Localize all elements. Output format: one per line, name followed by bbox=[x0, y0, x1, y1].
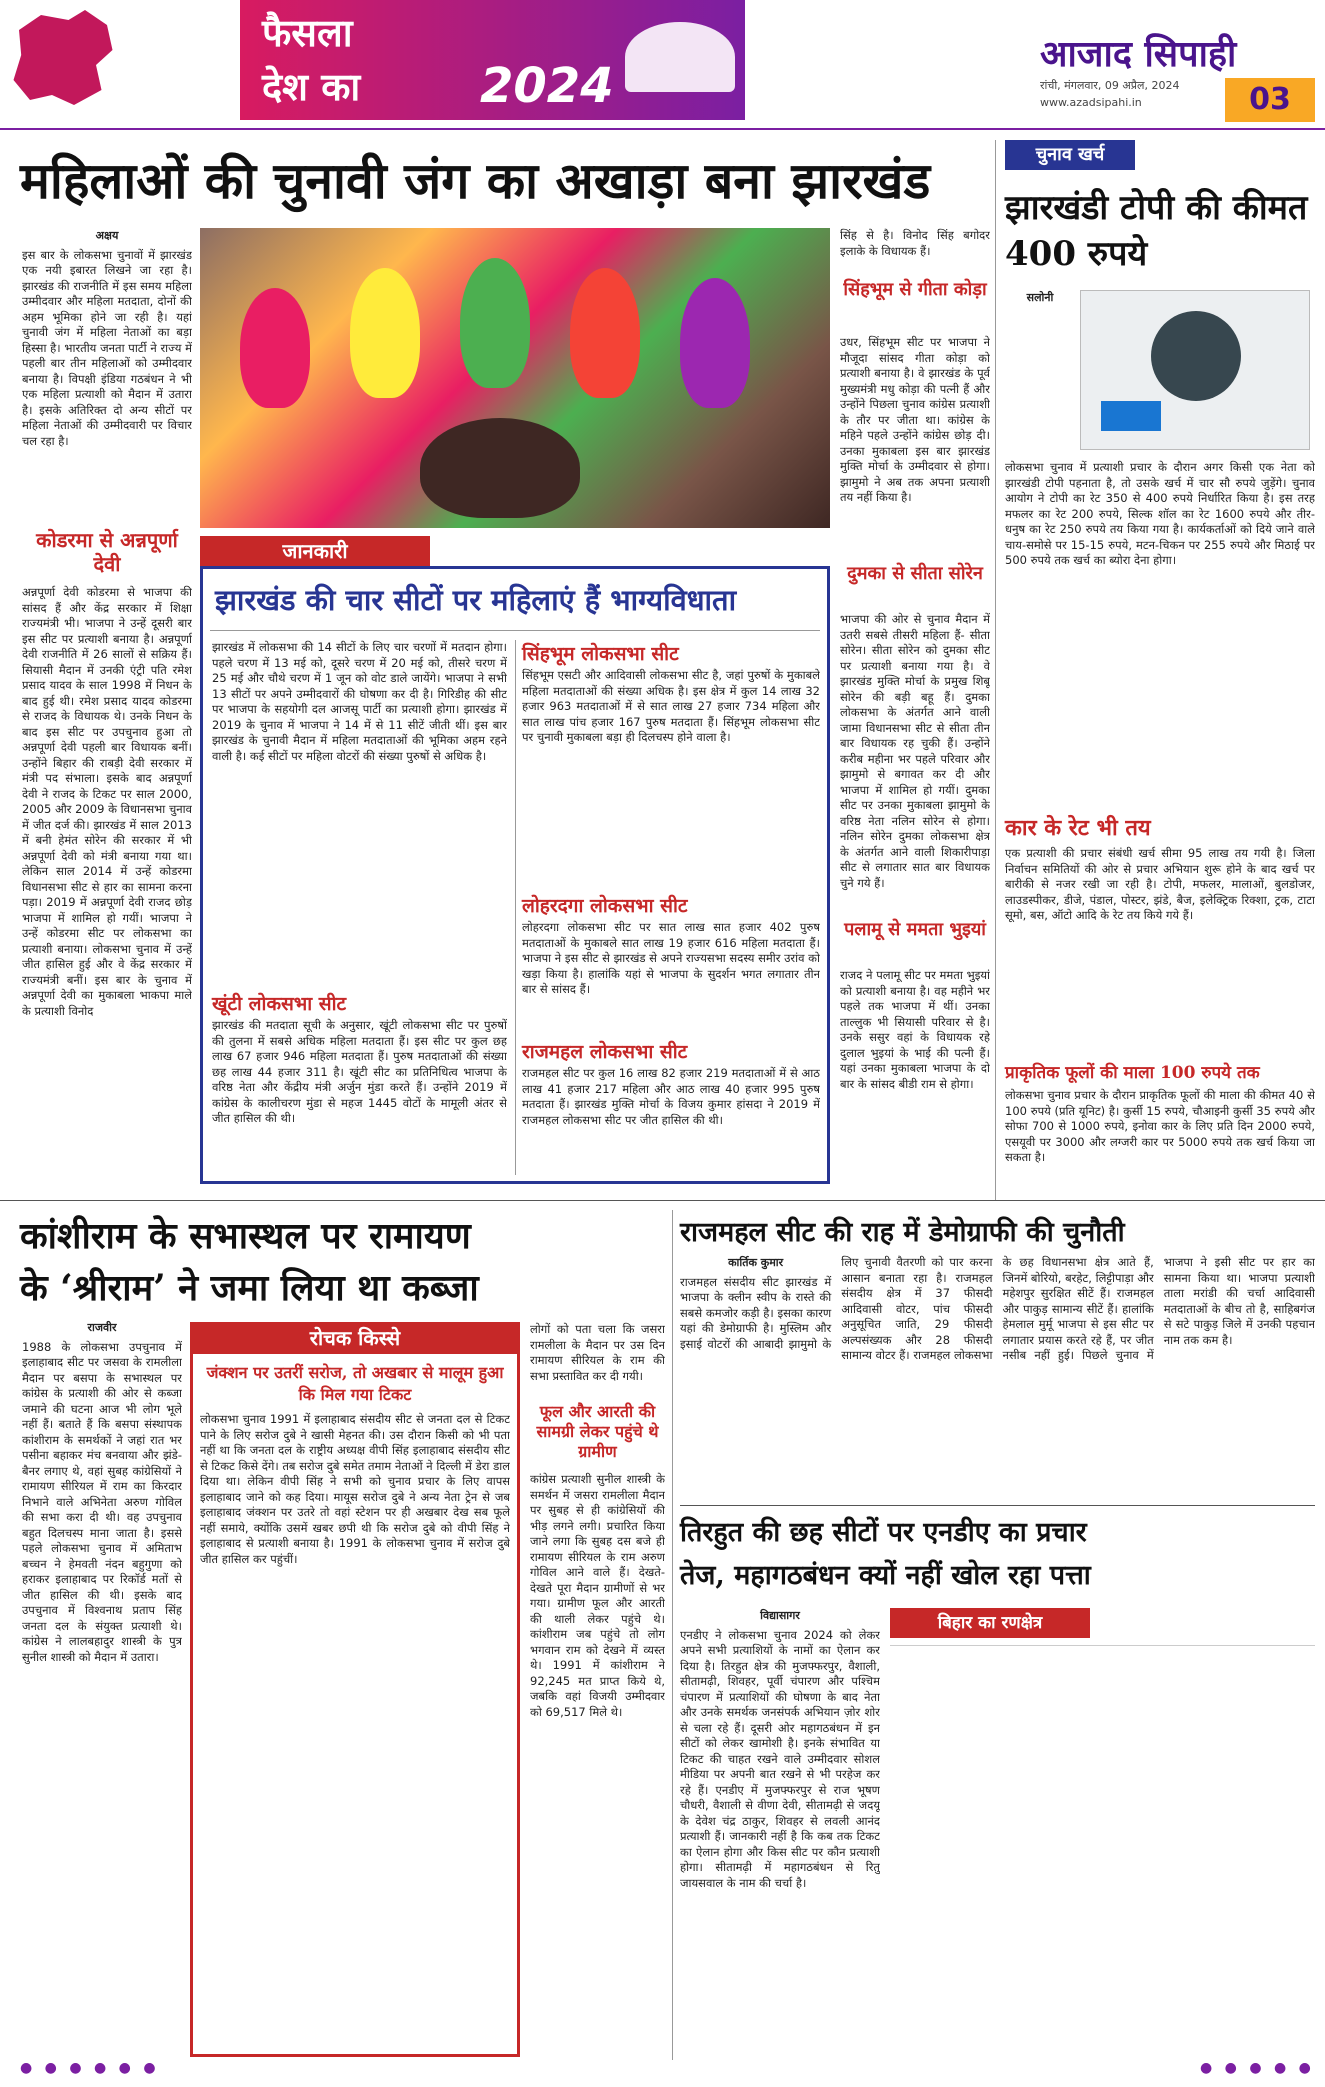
women-group-photo bbox=[200, 228, 830, 528]
rajmahal-title: राजमहल लोकसभा सीट bbox=[522, 1041, 688, 1063]
registration-dots-left: ● ● ● ● ● ● bbox=[20, 2060, 160, 2076]
singhbhum-text: सिंहभूम एसटी और आदिवासी लोकसभा सीट है, जहां पुरुषों के मुकाबले महिला मतदाताओं की संख्या अधिक है। इस क्षेत्र में कुल 14 लाख 32 हजार 963 मतदाताओं में से सात लाख 27 हजार 734 महिला और सात लाख पांच हजार 167 पुरुष मतदाता हैं। सिंहभूम लोकसभा सीट पर चुनावी मुकाबला बड़ा ही दिलचस्प होने वाला है। bbox=[522, 668, 820, 744]
issue-date: रांची, मंगलवार, 09 अप्रैल, 2024 bbox=[1040, 79, 1180, 92]
website: www.azadsipahi.in bbox=[1040, 96, 1142, 109]
kanshiram-byline: राजवीर bbox=[87, 1321, 117, 1334]
newspaper-name: आजाद सिपाही bbox=[1040, 34, 1237, 75]
banner-year: 2024 bbox=[480, 58, 614, 114]
divider bbox=[995, 140, 996, 1200]
masthead bbox=[0, 0, 1325, 128]
main-singhbhum-text: उधर, सिंहभूम सीट पर भाजपा ने मौजूदा सांसद गीता कोड़ा को प्रत्याशी बनाया है। वे झारखंड के पूर्व मुख्यमंत्री मधु कोड़ा की पत्नी हैं और उन्होंने पिछला चुनाव कांग्रेस प्रत्याशी के तौर पर जीता था। कांग्रेस के महिने पहले उन्होंने कांग्रेस छोड़ दी। उनका मुकाबला इस बार झारखंड मुक्ति मोर्चा के उम्मीदवार से होगा। झामुमो ने अब तक अपना प्रत्याशी तय नहीं किया है। bbox=[840, 335, 990, 504]
photo-figure bbox=[240, 288, 310, 408]
rajmahal-text: राजमहल सीट पर कुल 16 लाख 82 हजार 219 मतदाताओं में से आठ लाख 41 हजार 217 महिला और आठ लाख 40 हजार 995 पुरुष मतदाता हैं। झारखंड मुक्ति मोर्चा के विजय कुमार हांसदा ने 2019 में राजमहल लोकसभा सीट पर जीत हासिल की थी। bbox=[522, 1066, 820, 1127]
jharkhand-map-icon bbox=[8, 10, 118, 110]
tirhut-headline-l1: तिरहुत की छह सीटों पर एनडीए का प्रचार bbox=[680, 1517, 1087, 1548]
divider bbox=[210, 630, 820, 631]
khunti-title: खूंटी लोकसभा सीट bbox=[212, 993, 347, 1015]
main-story-col1 bbox=[22, 228, 192, 518]
expense-sub-flowers: प्राकृतिक फूलों की माला 100 रुपये तक bbox=[1005, 1063, 1260, 1083]
tirhut-byline: विद्यासागर bbox=[760, 1609, 800, 1622]
kanshiram-headline-l1: कांशीराम के सभास्थल पर रामायण bbox=[20, 1215, 471, 1257]
banner-title-line2: देश का bbox=[262, 65, 361, 109]
section-rule bbox=[0, 1200, 1325, 1201]
photo-figure bbox=[570, 268, 640, 398]
tirhut-col1 bbox=[680, 1608, 880, 2058]
parliament-icon bbox=[625, 22, 735, 92]
rajmahal-byline: कार्तिक कुमार bbox=[728, 1256, 784, 1269]
sub-dumka: दुमका से सीता सोरेन bbox=[847, 563, 983, 584]
kanshiram-headline-l2: के ‘श्रीराम’ ने जमा लिया था कब्जा bbox=[20, 1267, 479, 1309]
main-dumka-text: भाजपा की ओर से चुनाव मैदान में उतरी सबसे तीसरी महिला हैं- सीता सोरेन। सीता सोरेन को दुमका सीट पर प्रत्याशी बनाया गया है। वे झारखंड मुक्ति मोर्चा के प्रमुख शिबू सोरेन की बड़ी बहू हैं। दुमका लोकसभा के अंतर्गत आने वाली जामा विधानसभा सीट से सीता तीन बार विधायक रह चुकी हैं। उन्होंने करीब महीना भर पहले परिवार और झामुमो से बगावत कर दी और भाजपा में शामिल हो गयीं। दुमका सीट पर उनका मुकाबला झामुमो के वरिष्ठ नेता नलिन सोरेन से होगा। नलिन सोरेन दुमका लोकसभा क्षेत्र के अंतर्गत आने वाली शिकारीपाड़ा सीट से लगातार सात बार विधायक चुने गये हैं। bbox=[840, 612, 990, 890]
page-number: 03 bbox=[1225, 78, 1315, 122]
expense-text1: लोकसभा चुनाव में प्रत्याशी प्रचार के दौरान अगर किसी एक नेता को झारखंडी टोपी पहनाता है, तो उसके खर्च में चार सौ रुपये जुड़ेंगे। चुनाव आयोग ने टोपी का रेट 350 से 400 रुपये निर्धारित किया है। इस तरह मफलर का रेट 200 रुपये, सिल्क शॉल का रेट 1600 रुपये और तीर-धनुष का रेट 250 रुपये तय किया गया है। कार्यकर्ताओं को दिये जाने वाले चाय-समोसे पर 15-15 रुपये, मटन-चिकन पर 255 रुपये और मिठाई पर 500 रुपये तक खर्च का ब्योरा देना होगा। bbox=[1005, 460, 1315, 567]
expense-headline: झारखंडी टोपी की कीमत 400 रुपये bbox=[1005, 188, 1308, 274]
main-headline: महिलाओं की चुनावी जंग का अखाड़ा बना झारखंड bbox=[20, 151, 931, 210]
divider bbox=[672, 1210, 673, 2060]
tirhut-headline-l2: तेज, महागठबंधन क्यों नहीं खोल रहा पत्ता bbox=[680, 1560, 1091, 1591]
khunti-text: झारखंड की मतदाता सूची के अनुसार, खूंटी लोकसभा सीट पर पुरुषों की तुलना में सबसे अधिक महिला मतदाता हैं। इस सीट पर कुल छह लाख 67 हजार 946 महिला मतदाता हैं। पुरुष मतदाताओं की संख्या छह लाख 44 हजार 311 है। खूंटी सीट का प्रतिनिधित्व भाजपा के वरिष्ठ नेता और केंद्रीय मंत्री अर्जुन मुंडा करते हैं। उन्होंने 2019 में कांग्रेस के कालीचरण मुंडा से महज 1445 वोटों के मामूली अंतर से जीत हासिल की थी। bbox=[212, 1018, 507, 1125]
info-box-tag: जानकारी bbox=[200, 536, 430, 566]
photo-figure bbox=[350, 268, 420, 398]
tirhut-continued bbox=[890, 1645, 1315, 2055]
photo-figure bbox=[420, 418, 580, 518]
anecdote-headline: जंक्शन पर उतरीं सरोज, तो अखबार से मालूम हुआ कि मिल गया टिकट bbox=[206, 1363, 504, 1404]
rajmahal-story bbox=[680, 1255, 1315, 1500]
masthead-rule bbox=[0, 128, 1325, 130]
photo-figure bbox=[460, 258, 530, 388]
kanshiram-col1 bbox=[22, 1320, 182, 2055]
cartoon-cap-icon bbox=[1101, 401, 1161, 431]
rajmahal-headline: राजमहल सीट की राह में डेमोग्राफी की चुनौती bbox=[680, 1217, 1125, 1248]
photo-figure bbox=[680, 278, 750, 408]
kanshiram-col3-top: लोगों को पता चला कि जसरा रामलीला के मैदान पर उस दिन रामायण सीरियल के राम की सभा प्रस्तावित कर दी गयी। bbox=[530, 1322, 665, 1383]
kanshiram-sub: फूल और आरती की सामग्री लेकर पहुंचे थे ग्रामीण bbox=[536, 1402, 659, 1461]
info-box-intro: झारखंड में लोकसभा की 14 सीटों के लिए चार चरणों में मतदान होगा। पहले चरण में 13 मई को, दूसरे चरण में 20 मई को, तीसरे चरण में 25 मई और चौथे चरण में 1 जून को वोट डाले जायेंगे। भाजपा ने सभी 13 सीटों पर अपने उम्मीदवारों की घोषणा कर दी है। गिरिडीह की सीट पर भाजपा के सहयोगी दल आजसू पार्टी का प्रत्याशी होगा। झारखंड में 2019 के चुनाव में भाजपा ने 14 में से 11 सीटें जीती थीं। इस बार झारखंड के चुनावी मैदान में महिला मतदाताओं की भूमिका अहम रहने वाली है। कई सीटों पर महिला वोटरों की संख्या पुरुषों से अधिक है। bbox=[212, 640, 507, 763]
expense-text2: एक प्रत्याशी की प्रचार संबंधी खर्च सीमा 95 लाख तय गयी है। जिला निर्वाचन समितियों की ओर से प्रचार अभियान शुरू होने के बाद खर्च पर बारीकी से नजर रखी जा रही है। टोपी, मफलर, मालाओं, बुलडोजर, लाउडस्पीकर, डीजे, पंडाल, पोस्टर, झंडे, बैज, इलेक्ट्रिक रिक्शा, ट्रक, टाटा सूमो, बस, ऑटो आदि के रेट तय किये गये हैं। bbox=[1005, 846, 1315, 922]
sub-palamu: पलामू से ममता भुइयां bbox=[844, 919, 986, 940]
rajmahal-text: राजमहल संसदीय सीट झारखंड में भाजपा के क्लीन स्वीप के रास्ते की सबसे कमजोर कड़ी है। इसका कारण यहां की डेमोग्राफी है। मुस्लिम और इसाई वोटरों की आबादी झामुमो के लिए चुनावी वैतरणी को पार करना आसान बनाता रहा है। राजमहल संसदीय क्षेत्र में 37 फीसदी आदिवासी वोटर, पांच फीसदी अनुसूचित जाति, 29 फीसदी अल्पसंख्यक और 28 फीसदी सामान्य वोटर हैं। राजमहल लोकसभा के छह विधानसभा क्षेत्र आते हैं, जिनमें बोरियो, बरहेट, लिट्टीपाड़ा और महेशपुर सुरक्षित सीटें हैं। राजमहल और पाकुड़ सामान्य सीटें हैं। हालांकि हेमलाल मुर्मू भाजपा से इस सीट पर लगातार प्रयास करते रहे हैं, पर जीत नसीब नहीं हुई। पिछले चुनाव में भाजपा ने इसी सीट पर हार का सामना किया था। भाजपा प्रत्याशी ताला मरांडी की चर्चा आदिवासी मतदाताओं के बीच तो है, साहिबगंज से सटे पाकुड़ जिले में उनकी पहचान नाम तक कम है। bbox=[680, 1255, 1315, 1362]
sub-singhbhum: सिंहभूम से गीता कोड़ा bbox=[843, 279, 987, 300]
info-box-headline: झारखंड की चार सीटों पर महिलाएं हैं भाग्यविधाता bbox=[215, 583, 737, 617]
cartoon-figure-icon bbox=[1151, 311, 1241, 401]
divider bbox=[515, 640, 516, 1175]
lohardaga-text: लोहरदगा लोकसभा सीट पर सात लाख सात हजार 402 पुरुष मतदाताओं के मुकाबले सात लाख 19 हजार 616 महिला मतदाता हैं। भाजपा ने इस सीट से झारखंड से अपने राज्यसभा सदस्य समीर उरांव को खड़ा किया है। हालांकि यहां से भाजपा के सुदर्शन भगत लगातार तीन बार से सांसद हैं। bbox=[522, 920, 820, 996]
registration-dots-right: ● ● ● ● ● bbox=[1200, 2060, 1315, 2076]
main-byline: अक्षय bbox=[95, 229, 119, 242]
main-col4-top: सिंह से है। विनोद सिंह बगोदर इलाके के विधायक हैं। bbox=[840, 228, 990, 258]
cartoon-illustration bbox=[1080, 290, 1310, 450]
singhbhum-title: सिंहभूम लोकसभा सीट bbox=[522, 643, 679, 665]
main-story-kodarma-text: अन्नपूर्णा देवी कोडरमा से भाजपा की सांसद हैं और केंद्र सरकार में शिक्षा राज्यमंत्री भी। भाजपा ने उन्हें दूसरी बार इस सीट पर प्रत्याशी बनाया है। अन्नपूर्णा देवी राजनीति में 26 सालों से सक्रिय हैं। सियासी मैदान में उनकी एंट्री पति रमेश प्रसाद यादव के साल 1998 में निधन के बाद हुई थी। रमेश प्रसाद यादव कोडरमा से राजद के विधायक थे। उनके निधन के बाद इस सीट पर उपचुनाव हुआ तो अन्नपूर्णा देवी पहली बार विधायक बनीं। उन्होंने बिहार की राबड़ी देवी सरकार में मंत्री पद संभाला। इसके बाद अन्नपूर्णा देवी ने राजद के टिकट पर साल 2000, 2005 और 2009 के विधानसभा चुनाव में जीत दर्ज की। झारखंड में साल 2013 में बनी हेमंत सोरेन की सरकार में भी अन्नपूर्णा देवी को मंत्री बनाया गया था। लेकिन साल 2014 में उन्हें कोडरमा विधानसभा सीट से हार का सामना करना पड़ा। 2019 में अन्नपूर्णा देवी राजद छोड़ भाजपा में शामिल हो गयीं। भाजपा ने उन्हें कोडरमा सीट पर लोकसभा का प्रत्याशी बनाया। लोकसभा चुनाव में उन्हें जीत हासिल हुई और वे केंद्र सरकार में राज्यमंत्री बनीं। इस बार के चुनाव में अन्नपूर्णा देवी का मुकाबला भाकपा माले के प्रत्याशी विनोद bbox=[22, 585, 192, 1018]
sub-kodarma: कोडरमा से अन्नपूर्णा देवी bbox=[36, 528, 178, 576]
expense-sub-car: कार के रेट भी तय bbox=[1005, 815, 1151, 841]
divider bbox=[680, 1505, 1315, 1506]
expense-byline-col bbox=[1005, 290, 1075, 455]
kanshiram-sub-text: कांग्रेस प्रत्याशी सुनील शास्त्री के समर्थन में जसरा रामलीला मैदान पर सुबह से ही कांग्रेसियों की भीड़ लगने लगी। प्रचारित किया जाने लगा कि सुबह दस बजे ही रामायण सीरियल के राम अरुण गोविल आने वाले हैं। देखते-देखते पूरा मैदान ग्रामीणों से भर गया। ग्रामीण फूल और आरती की थाली लेकर पहुंचे थे। कांशीराम जब पहुंचे तो लोग भगवान राम को देखने में व्यस्त थे। 1991 में कांशीराम ने 92,245 मत प्राप्त किये थे, जबकि वहां विजयी उम्मीदवार को 69,517 मिले थे। bbox=[530, 1472, 665, 1719]
tirhut-text: एनडीए ने लोकसभा चुनाव 2024 को लेकर अपने सभी प्रत्याशियों के नामों का ऐलान कर दिया है। तिरहुत क्षेत्र की मुजफ्फरपुर, वैशाली, सीतामढ़ी, शिवहर, पूर्वी चंपारण और पश्चिम चंपारण में प्रत्याशियों की घोषणा के बाद नेता और उनके समर्थक जनसंपर्क अभियान ज़ोर शोर से चला रहे हैं। दूसरी ओर महागठबंधन में इन सीटों को लेकर खामोशी है। इनके संभावित या टिकट की चाहत रखने वाले उम्मीदवार सोशल मीडिया पर अपनी बात रखने से भी परहेज कर रहे हैं। एनडीए में मुजफ्फरपुर से राज भूषण चौधरी, वैशाली से वीणा देवी, सीतामढ़ी से जदयू के देवेश चंद्र ठाकुर, शिवहर से लवली आनंद प्रत्याशी हैं। जानकारी नहीं है कि कब तक टिकट का ऐलान होगा और किस सीट पर कौन प्रत्याशी होगा। सीतामढ़ी में महागठबंधन से रितु जायसवाल के नाम की चर्चा है। bbox=[680, 1627, 880, 1890]
expense-tag: चुनाव खर्च bbox=[1005, 140, 1135, 170]
expense-text3: लोकसभा चुनाव प्रचार के दौरान प्राकृतिक फूलों की माला की कीमत 40 से 100 रुपये (प्रति यूनिट) है। कुर्सी 15 रुपये, चौआइनी कुर्सी 35 रुपये और सोफा 700 से 1000 रुपये, इनोवा कार के लिए प्रति दिन 2000 रुपये, एसयूवी पर 3000 और लग्जरी कार पर 5000 रुपये तक खर्च किया जा सकता है। bbox=[1005, 1088, 1315, 1164]
main-palamu-text: राजद ने पलामू सीट पर ममता भुइयां को प्रत्याशी बनाया है। वह महीने भर पहले तक भाजपा में थीं। उनका ताल्लुक भी सियासी परिवार से है। उनके ससुर वहां के विधायक रहे दुलाल भुइयां के भाई की पत्नी हैं। यहां उनका मुकाबला भाजपा के दो बार के सांसद बीडी राम से होगा। bbox=[840, 968, 990, 1091]
banner-title-line1: फैसला bbox=[262, 11, 353, 55]
bihar-tag: बिहार का रणक्षेत्र bbox=[890, 1608, 1090, 1638]
anecdote-text: लोकसभा चुनाव 1991 में इलाहाबाद संसदीय सीट से जनता दल से टिकट पाने के लिए सरोज दुबे ने खासी मेहनत की। उस दौरान किसी को भी पता नहीं था कि जनता दल के राष्ट्रीय अध्यक्ष वीपी सिंह इलाहाबाद संसदीय सीट से टिकट किसे देंगे। तब सरोज दुबे समेत तमाम नेताओं ने दिल्ली में डेरा डाल दिया था। लेकिन वीपी सिंह ने सभी को चुनाव प्रचार के लिए वापस इलाहाबाद जाने को कह दिया। मायूस सरोज दुबे ने अन्य नेता ट्रेन से जब इलाहाबाद जंक्शन पर उतरे तो वहां स्टेशन पर ही अखबार देख सब फूले नहीं समाये, क्योंकि उसमें खबर छपी थी कि सरोज दुबे को वीपी सिंह ने इलाहाबाद से प्रत्याशी बनाया है। 1991 के लोकसभा चुनाव में सरोज दुबे जीत हासिल कर पहुंचीं। bbox=[200, 1412, 510, 1566]
masthead-left bbox=[0, 0, 240, 124]
lohardaga-title: लोहरदगा लोकसभा सीट bbox=[522, 895, 688, 917]
anecdote-tag: रोचक किस्से bbox=[190, 1322, 520, 1354]
main-intro: इस बार के लोकसभा चुनावों में झारखंड एक नयी इबारत लिखने जा रहा है। झारखंड की राजनीति में इस समय महिला उम्मीदवार और महिला मतदाता, दोनों की अहम भूमिका होने जा रही है। यहां चुनावी जंग में महिला नेताओं का बड़ा हिस्सा है। भारतीय जनता पार्टी ने राज्य में पहली बार तीन महिलाओं को उम्मीदवार बनाया है। विपक्षी इंडिया गठबंधन ने भी एक महिला प्रत्याशी को मैदान में उतारा है। इसके अतिरिक्त दो अन्य सीटों पर महिला नेताओं की उम्मीदवारी पर विचार चल रहा है। bbox=[22, 247, 192, 448]
expense-byline: सलोनी bbox=[1026, 291, 1054, 304]
kanshiram-text: 1988 के लोकसभा उपचुनाव में इलाहाबाद सीट पर जसवा के रामलीला मैदान पर बसपा के सभास्थल पर कांग्रेस के प्रत्याशी की ओर से कब्जा जमाने की घटना आज भी लोग भूले नहीं हैं। बताते हैं कि बसपा संस्थापक कांशीराम के समर्थकों ने जहां रात भर पसीना बहाकर मंच बनवाया और झंडे-बैनर लगाए थे, वहां सुबह कांग्रेसियों ने रामायण सीरियल में राम का किरदार निभाने वाले अभिनेता अरुण गोविल की सभा करा दी थी। वह उपचुनाव बहुत दिलचस्प माना जाता है। इससे पहले लोकसभा चुनाव में अमिताभ बच्चन ने हेमवती नंदन बहुगुणा को हराकर इलाहाबाद पर रिकॉर्ड मतों से जीत हासिल की थी। इसके बाद उपचुनाव में विश्वनाथ प्रताप सिंह जनता दल के संयुक्त प्रत्याशी थे। कांग्रेस ने लालबहादुर शास्त्री के पुत्र सुनील शास्त्री को मैदान में उतारा। bbox=[22, 1339, 182, 1664]
